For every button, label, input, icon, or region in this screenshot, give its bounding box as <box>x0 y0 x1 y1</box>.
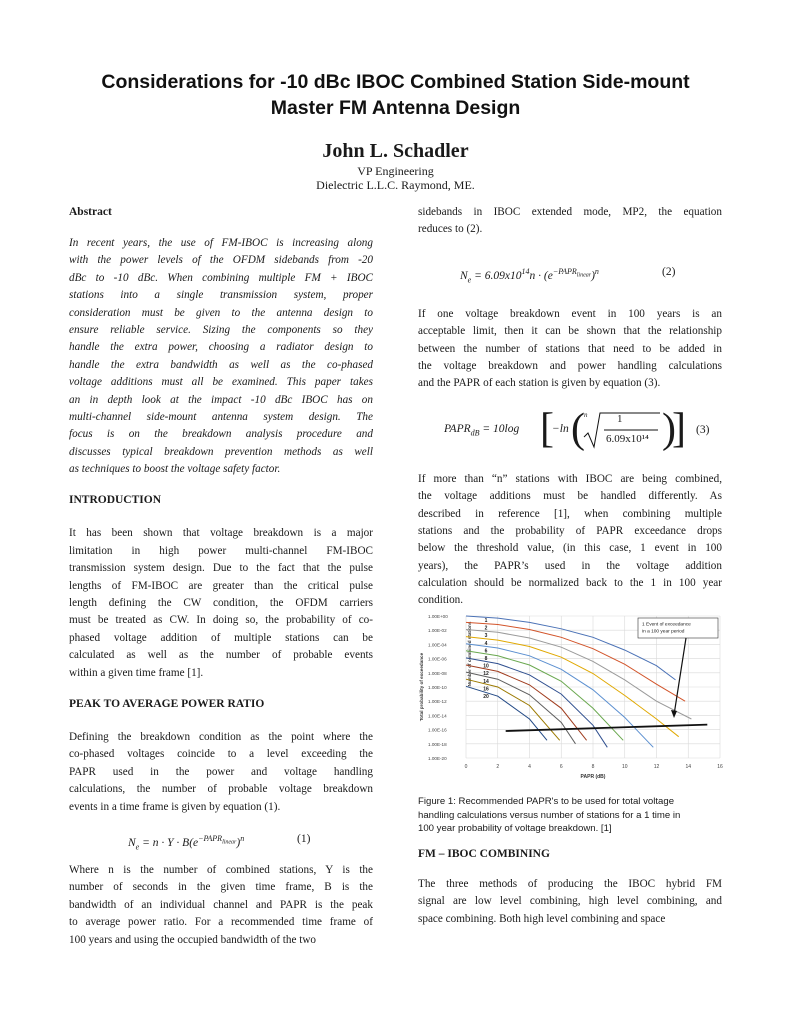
introduction-body <box>69 525 373 682</box>
x-tick-label: 6 <box>559 764 563 770</box>
figure-1-caption <box>418 795 728 836</box>
body-line: the voltage additions must be handled differently. As <box>418 490 722 503</box>
equation-2-number: (2) <box>662 265 676 278</box>
station-count-label: 14 <box>483 678 489 685</box>
fm-iboc-combining-body <box>418 876 722 928</box>
y-tick-label: 1.00E+00 <box>428 614 448 619</box>
introduction-line: calculated as well as the number of probable events <box>69 649 373 662</box>
body-line: sidebands in IBOC extended mode, MP2, the equation <box>418 206 722 218</box>
papr-body <box>69 729 373 816</box>
body-line: number of seconds in the given time frame, B is the <box>69 881 373 894</box>
body-line: 100 years and using the occupied bandwidth of the two <box>69 933 316 946</box>
station-count-label: 8 <box>484 656 488 662</box>
body-line: If one voltage breakdown event in 100 years is an <box>418 307 722 320</box>
station-count-label: 12 <box>483 671 489 678</box>
caption-line: Figure 1: Recommended PAPR's to be used for total voltage <box>418 796 675 807</box>
annotation-arrow <box>674 638 686 715</box>
station-count-label: 1 <box>484 618 488 624</box>
body-line: years), the PAPR’s used in the voltage addition <box>418 559 722 572</box>
y-tick-label: 1.00E-04 <box>428 642 447 648</box>
abstract-line: voltage additions must all be examined. This paper takes <box>69 376 373 389</box>
abstract-line: discusses typical breakdown prevention methods as well <box>69 445 373 458</box>
papr-line: PAPR used in the power and voltage handling <box>69 765 373 778</box>
annotation-text: in a 100 year period <box>642 629 685 635</box>
y-tick-label: 1.00E-14 <box>428 713 447 719</box>
author-organization: Dielectric L.L.C. Raymond, ME. <box>316 178 475 192</box>
equation-3-right-paren: ) <box>662 405 676 452</box>
title-line-1: Considerations for -10 dBc IBOC Combined Station Side-mount <box>101 71 690 93</box>
abstract-line: handle the extra power, choosing a radiator design to <box>69 341 373 354</box>
body-line: described in reference [1], when combining multiple <box>418 507 722 520</box>
x-tick-label: 8 <box>591 764 595 770</box>
body-line: reduces to (2). <box>418 223 483 236</box>
abstract-line: ensure reliable service. Sizing the components so they <box>69 323 373 336</box>
author-name: John L. Schadler <box>322 140 469 162</box>
introduction-line: length defining the CW condition, the OFDM carriers <box>69 597 373 610</box>
body-line: the voltage breakdown and power handling calculations <box>418 359 722 372</box>
fm-iboc-line: signal are low level combining, high level combining, and <box>418 895 722 908</box>
introduction-line: It has been shown that voltage breakdown is a major <box>69 527 373 540</box>
equation-3-left-bracket: [ <box>540 405 554 452</box>
y-tick-label: 1.00E-12 <box>428 699 447 705</box>
introduction-line: must be treated as CW. In doing so, the probability of co- <box>69 614 373 627</box>
papr-line: Defining the breakdown condition as the point where the <box>69 730 373 743</box>
x-tick-label: 12 <box>653 764 660 770</box>
author-position: VP Engineering <box>357 164 434 178</box>
introduction-line: lengths of FM-IBOC are greater than the critical pulse <box>69 579 373 592</box>
annotation-text: 1 Event of exceedance <box>642 622 691 628</box>
caption-line: 100 year probability of voltage breakdown. [1] <box>418 823 612 835</box>
body-line: between the number of stations that need to be added in <box>418 342 722 355</box>
fm-iboc-line: The three methods of producing the IBOC hybrid FM <box>418 878 722 890</box>
body-line: stations and the probability of PAPR exceedance drops <box>418 524 722 537</box>
equation-1-number: (1) <box>297 832 311 845</box>
fm-iboc-line: space combining. Both high level combining and space <box>418 912 666 925</box>
papr-line: co-phased voltages coincide to a level exceeding the <box>69 748 373 761</box>
papr-line: events in a time frame is given by equation (1). <box>69 800 281 813</box>
station-count-label: 2 <box>484 625 488 632</box>
abstract-line: consideration must be given to the antenna design to <box>69 306 373 319</box>
body-line: to average power ratio. For a recommended time frame of <box>69 916 373 929</box>
equation-1-expression: $N_e = n \cdot Y \cdot B(e^{-PAPR_{linear}})^n$ <box>128 833 245 852</box>
papr-heading: PEAK TO AVERAGE POWER RATIO <box>69 697 265 710</box>
x-tick-label: 16 <box>717 764 723 770</box>
equation-3-denominator: 6.09x10¹⁴ <box>606 432 649 445</box>
y-tick-label: 1.00E-08 <box>428 670 447 676</box>
equation-3-right-bracket: ] <box>672 405 686 452</box>
abstract-line: an in depth look at the impact -10 dBc IBOC has on <box>69 393 373 406</box>
abstract-heading: Abstract <box>69 206 112 218</box>
equation-3-root-index: n <box>584 410 588 419</box>
y-tick-label: 1.00E-20 <box>428 756 447 761</box>
equation-3 <box>418 407 722 455</box>
station-count-label: 4 <box>484 640 488 647</box>
author-affiliation <box>0 164 791 192</box>
x-tick-label: 0 <box>464 764 468 770</box>
equation-1 <box>69 827 373 857</box>
title-line-2: Master FM Antenna Design <box>270 97 521 119</box>
introduction-line: within a given time frame [1]. <box>69 666 204 679</box>
abstract-body <box>69 235 373 478</box>
abstract-line: In recent years, the use of FM-IBOC is increasing along <box>69 237 373 249</box>
x-tick-label: 14 <box>685 764 692 770</box>
abstract-line: focus is on the breakdown analysis procedure and <box>69 428 373 441</box>
abstract-line: handle the extra bandwidth as well as the co-phased <box>69 358 373 371</box>
body-line: If more than “n” stations with IBOC are being combined, <box>418 472 722 485</box>
y-tick-label: 1.00E-16 <box>428 727 447 733</box>
threshold-line <box>506 725 708 731</box>
equation-3-number: (3) <box>696 423 710 436</box>
annotation-box <box>638 618 718 638</box>
series-line-3 <box>466 630 691 720</box>
secondary-axis-label: Number of combined stations <box>467 621 472 687</box>
body-line: below the threshold value, (in this case, 1 event in 100 <box>418 542 722 555</box>
equation-3-lhs: $PAPR_{dB} = 10\log$ <box>444 422 520 438</box>
x-tick-label: 2 <box>496 764 500 770</box>
body-line: calculation should be normalized back to the 1 in 100 year <box>418 577 722 590</box>
after-equation-3-body <box>418 471 722 610</box>
y-tick-label: 1.00E-06 <box>428 656 447 662</box>
papr-exceedance-chart <box>418 608 728 793</box>
right-column <box>418 204 722 610</box>
introduction-line: limitation in high power multi-channel FM-IBOC <box>69 544 373 557</box>
series-line-20 <box>466 686 547 740</box>
right-top-body <box>418 204 722 239</box>
equation-3-ln: −ln <box>552 422 569 435</box>
station-count-label: 10 <box>483 663 489 670</box>
abstract-line: stations into a single transmission system, proper <box>69 289 373 302</box>
papr-line: calculations, the number of probable voltage breakdown <box>69 783 373 796</box>
abstract-line: dBc to -10 dBc. When combining multiple FM + IBOC <box>69 271 373 284</box>
introduction-heading: INTRODUCTION <box>69 494 162 507</box>
body-line: Where n is the number of combined stations, Y is the <box>69 863 373 876</box>
introduction-line: phased voltage addition of multiple stations can be <box>69 631 373 644</box>
y-tick-label: 1.00E-10 <box>428 685 447 690</box>
paper-title <box>0 69 791 121</box>
body-line: bandwidth of an individual channel and PAPR is the peak <box>69 898 373 911</box>
x-axis-label: PAPR (dB) <box>580 774 606 780</box>
equation-2 <box>418 261 722 285</box>
right-mid-body <box>418 306 722 393</box>
x-tick-label: 10 <box>621 764 628 770</box>
y-tick-label: 1.00E-02 <box>428 628 447 634</box>
x-tick-label: 4 <box>528 764 531 770</box>
y-axis-label: Total probability of exceedance <box>419 652 424 722</box>
station-count-label: 6 <box>484 648 488 655</box>
body-line: condition. <box>418 594 464 607</box>
after-equation-1-body <box>69 862 373 949</box>
left-column <box>69 204 373 949</box>
abstract-line: multi-channel side-mount antenna system design. The <box>69 410 373 423</box>
right-column-bottom <box>418 846 722 928</box>
y-tick-label: 1.00E-18 <box>428 741 447 747</box>
abstract-line: as techniques to boost the voltage safety factor. <box>69 463 281 476</box>
caption-line: handling calculations versus number of stations for a 1 time in <box>418 809 681 821</box>
station-count-label: 3 <box>484 633 488 640</box>
body-line: acceptable limit, then it can be shown that the relationship <box>418 325 722 338</box>
body-line: and the PAPR of each station is given by equation (3). <box>418 377 661 390</box>
introduction-line: transmission system design. Due to the fact that the pulse <box>69 562 373 575</box>
equation-3-left-paren: ( <box>571 405 585 452</box>
equation-3-numerator: 1 <box>617 412 623 425</box>
fm-iboc-combining-heading: FM – IBOC COMBINING <box>418 848 550 860</box>
station-count-label: 16 <box>483 686 489 693</box>
station-count-label: 20 <box>483 694 489 700</box>
abstract-line: with the power levels of the OFDM sidebands from -20 <box>69 254 373 267</box>
annotation-arrowhead <box>671 710 677 718</box>
equation-2-expression: $N_e = 6.09x10^{14}n \cdot (e^{-PAPR_{linear}})^n$ <box>460 266 599 284</box>
